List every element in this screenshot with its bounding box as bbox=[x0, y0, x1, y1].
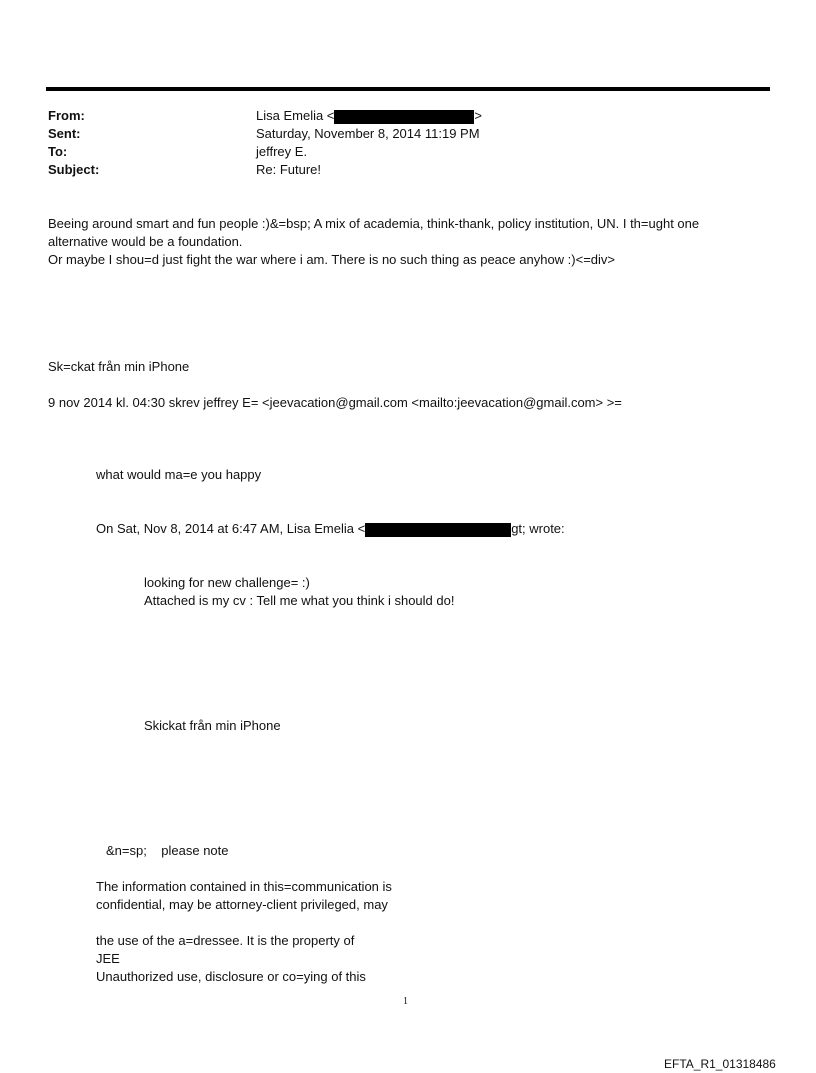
signature-1: Sk=ckat från min iPhone bbox=[48, 359, 190, 374]
subject-label: Subject: bbox=[48, 162, 100, 177]
note-line-5: Unauthorized use, disclosure or co=ying of this bbox=[96, 969, 366, 984]
quote-2-intro bbox=[96, 521, 565, 537]
from-label: From: bbox=[48, 108, 85, 123]
to-label: To: bbox=[48, 144, 68, 159]
redaction-block bbox=[334, 110, 474, 124]
subject-value: Re: Future! bbox=[256, 162, 322, 177]
sent-value: Saturday, November 8, 2014 11:19 PM bbox=[256, 126, 480, 141]
original-line-2: Attached is my cv : Tell me what you think i should do! bbox=[144, 593, 455, 608]
quote-2-prefix: On Sat, Nov 8, 2014 at 6:47 AM, Lisa Emelia < bbox=[96, 521, 366, 536]
note-heading: &n=sp; please note bbox=[106, 843, 229, 858]
note-line-2: confidential, may be attorney-client privileged, may bbox=[96, 897, 388, 912]
from-name: Lisa Emelia < bbox=[256, 108, 335, 123]
page-number: 1 bbox=[403, 996, 408, 1007]
header-rule bbox=[46, 87, 770, 91]
body-line-1: Beeing around smart and fun people :)&=bsp; A mix of academia, think-thank, policy institution, UN. I th=ught one bbox=[48, 216, 700, 231]
from-close: > bbox=[474, 108, 482, 123]
note-line-4: JEE bbox=[96, 951, 120, 966]
quote-2-suffix: gt; wrote: bbox=[511, 521, 565, 536]
document-id: EFTA_R1_01318486 bbox=[664, 1057, 776, 1071]
quote-intro: 9 nov 2014 kl. 04:30 skrev jeffrey E= <jeevacation@gmail.com <mailto:jeevacation@gmail.com> >= bbox=[48, 395, 622, 410]
body-line-3: Or maybe I shou=d just fight the war where i am. There is no such thing as peace anyhow :)<=div> bbox=[48, 252, 616, 267]
note-line-3: the use of the a=dressee. It is the property of bbox=[96, 933, 355, 948]
signature-2: Skickat från min iPhone bbox=[144, 718, 281, 733]
reply-line: what would ma=e you happy bbox=[96, 467, 262, 482]
redaction-block bbox=[365, 523, 511, 537]
from-value bbox=[256, 108, 482, 124]
body-line-2: alternative would be a foundation. bbox=[48, 234, 243, 249]
to-value: jeffrey E. bbox=[256, 144, 308, 159]
sent-label: Sent: bbox=[48, 126, 81, 141]
original-line-1: looking for new challenge= :) bbox=[144, 575, 310, 590]
note-line-1: The information contained in this=communication is bbox=[96, 879, 392, 894]
